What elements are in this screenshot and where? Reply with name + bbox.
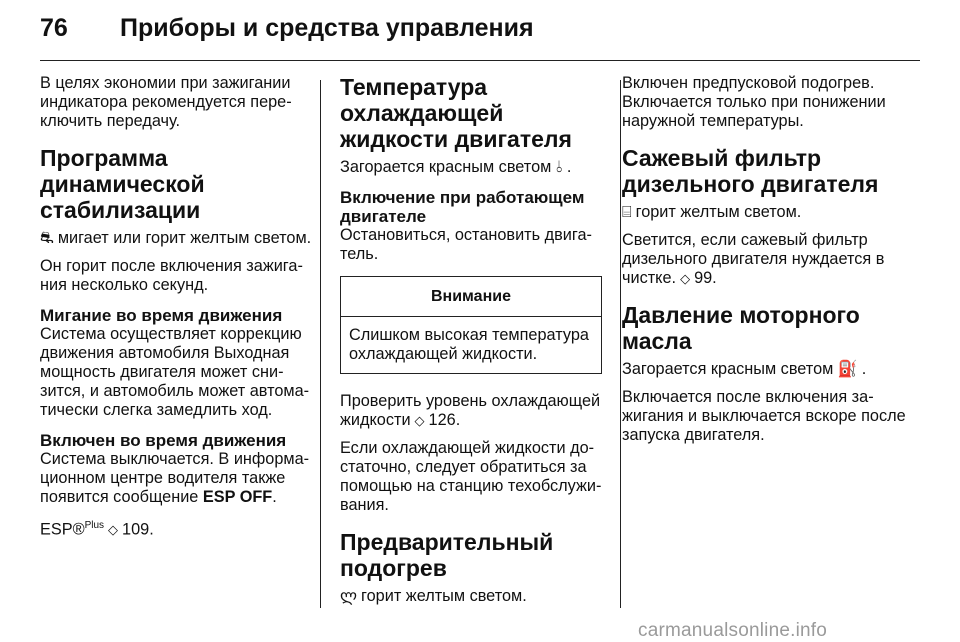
coolant-heading: Температура охлаждающей жидкости двигателя bbox=[340, 74, 572, 152]
ref-superscript: Plus bbox=[84, 520, 105, 531]
ref-page: 109. bbox=[122, 520, 154, 539]
ref-label: ESP® bbox=[40, 520, 85, 539]
blink-heading: Мигание во время движения bbox=[40, 306, 283, 325]
column-2 bbox=[340, 74, 602, 615]
oil-can-icon: ⛽ bbox=[837, 361, 858, 378]
dpf-status-text: горит желтым светом. bbox=[635, 203, 802, 221]
column-3 bbox=[622, 74, 912, 454]
dpf-status-line bbox=[622, 203, 912, 222]
check-ref: 126. bbox=[428, 411, 461, 429]
coolant-status-text: Загорается красным светом bbox=[340, 158, 552, 176]
oil-text: Включается после включения за-жигания и выключается вскоре после запуска двигателя. bbox=[622, 388, 906, 444]
service-text: Если охлаждающей жидкости до-статочно, следует обратиться за помощью на станцию техобслужи-вания. bbox=[340, 439, 602, 514]
cross-reference-icon: ◇ bbox=[108, 522, 119, 538]
esp-status-text: мигает или горит желтым светом. bbox=[57, 229, 312, 247]
cross-reference-icon: ◇ bbox=[680, 271, 691, 286]
dpf-heading: Сажевый фильтр дизельного двигателя bbox=[622, 145, 879, 197]
coolant-temperature-icon: ⫰ bbox=[555, 159, 563, 176]
oil-status-line: Загорается красным светом ⛽ . bbox=[622, 360, 867, 378]
esp-off-code: ESP OFF bbox=[202, 488, 273, 506]
preheat-status-text: горит желтым светом. bbox=[361, 587, 527, 605]
warning-title: Внимание bbox=[341, 277, 601, 317]
diesel-particulate-filter-icon: ⌸ bbox=[622, 204, 632, 221]
coolant-status-line: Загорается красным светом ⫰ . bbox=[340, 158, 572, 176]
oil-pressure-heading: Давление моторного масла bbox=[622, 302, 860, 354]
warning-text: Слишком высокая температура охлаждающей жидкости. bbox=[349, 326, 589, 363]
column-divider-2 bbox=[620, 80, 621, 608]
esp-info: Он горит после включения зажига-ния несколько секунд. bbox=[40, 257, 303, 294]
esp-heading: Программа динамической стабилизации bbox=[40, 145, 205, 223]
header-divider bbox=[40, 60, 920, 61]
page-number: 76 bbox=[40, 14, 68, 42]
on-text: Система выключается. В информа-ционном центре водителя также появится сообщение bbox=[40, 450, 310, 506]
blink-text: Система осуществляет коррекцию движения автомобиля Выходная мощность двигателя может сни-зится, и автомобиль может автома-тически слегка замедлить ход. bbox=[40, 325, 310, 419]
on-while-driving-text bbox=[40, 450, 325, 507]
preheat-status-line bbox=[340, 587, 602, 606]
dpf-text[interactable] bbox=[622, 231, 912, 288]
on-end: . bbox=[272, 488, 277, 506]
check-coolant-text[interactable] bbox=[340, 392, 602, 430]
running-engine-heading: Включение при работающем двигателе bbox=[340, 188, 585, 226]
check-text: Проверить уровень охлаждающей жидкости bbox=[340, 392, 601, 429]
column-1 bbox=[40, 74, 325, 548]
preheat-heading: Предварительный подогрев bbox=[340, 529, 554, 581]
on-while-driving-heading: Включен во время движения bbox=[40, 431, 287, 450]
intro-paragraph: В целях экономии при зажигании индикатора рекомендуется пере-ключить передачу. bbox=[40, 74, 292, 130]
oil-status-text: Загорается красным светом bbox=[622, 360, 834, 378]
warning-box bbox=[340, 276, 602, 374]
esp-reference[interactable] bbox=[40, 516, 325, 539]
esp-car-skid-icon: ⛐ bbox=[40, 230, 54, 247]
page-title: Приборы и средства управления bbox=[120, 14, 534, 42]
preheat-on-text: Включен предпусковой подогрев. Включается только при понижении наружной температуры. bbox=[622, 74, 886, 130]
dpf-description: Светится, если сажевый фильтр дизельного двигателя нуждается в чистке. bbox=[622, 231, 885, 287]
running-engine-text: Остановиться, остановить двига-тель. bbox=[340, 226, 592, 263]
glow-plug-icon: ლ bbox=[340, 588, 358, 605]
esp-status-line bbox=[40, 229, 325, 248]
cross-reference-icon: ◇ bbox=[414, 413, 425, 428]
watermark: carmanualsonline.info bbox=[638, 620, 828, 641]
dpf-ref: 99. bbox=[694, 269, 717, 287]
